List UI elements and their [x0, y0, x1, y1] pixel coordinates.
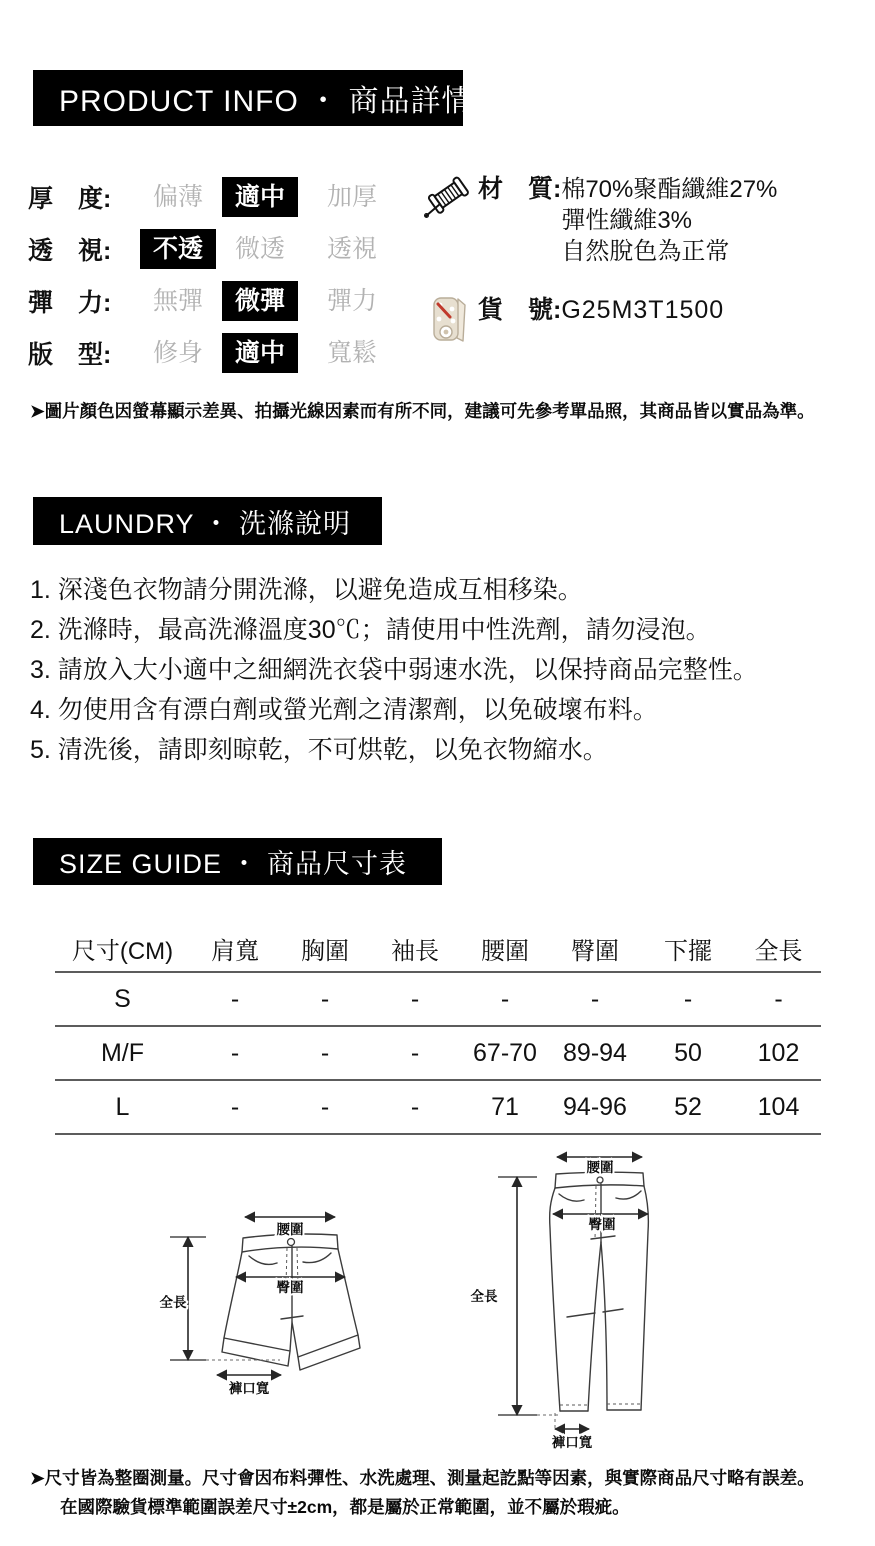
option-thick: 加厚 [326, 183, 377, 211]
fabric-roll-icon [420, 293, 478, 345]
cell: - [230, 1092, 240, 1121]
item-number-value: G25M3T1500 [561, 296, 725, 324]
cell: - [230, 984, 240, 1013]
cell: - [410, 1092, 420, 1121]
size-table-header-row [55, 925, 821, 973]
option-sheer: 透視 [326, 235, 377, 263]
laundry-banner-title: LAUNDRY ・ 洗滌說明 [59, 508, 352, 539]
attr-label-fit: 版 型: [28, 341, 112, 369]
material-row [420, 172, 870, 267]
cell: M/F [100, 1038, 145, 1067]
shorts-measure-diagram [140, 1190, 440, 1420]
pants-length-label: 全長 [470, 1289, 498, 1304]
cell: 102 [757, 1038, 800, 1067]
option-thin: 偏薄 [152, 183, 203, 211]
laundry-item: 2. 洗滌時，最高洗滌溫度30℃；請使用中性洗劑，請勿浸泡。 [30, 616, 711, 644]
cell: 67-70 [473, 1038, 537, 1067]
option-slim-fit: 修身 [152, 339, 203, 367]
cell: - [410, 1038, 420, 1067]
material-value [561, 172, 777, 267]
header-cell: 下擺 [664, 937, 712, 965]
cell: - [590, 984, 600, 1013]
cell: - [683, 984, 693, 1013]
size-row-l [55, 1081, 821, 1135]
attribute-list [28, 177, 396, 385]
item-number-row [420, 293, 870, 345]
pants-measure-diagram [455, 1140, 730, 1475]
option-slightly-sheer: 微透 [234, 235, 285, 263]
cell: - [774, 984, 783, 1013]
pants-hem-label: 褲口寬 [551, 1435, 593, 1450]
measure-disclaimer-line2: 在國際驗貨標準範圍誤差尺寸±2cm，都是屬於正常範圍，並不屬於瑕疵。 [60, 1497, 630, 1517]
cell: 71 [491, 1092, 519, 1121]
size-guide-banner-title: SIZE GUIDE ・ 商品尺寸表 [59, 849, 408, 879]
attr-label-sheerness: 透 視: [28, 237, 112, 265]
laundry-instruction-list [30, 570, 758, 770]
size-guide-banner [33, 838, 442, 885]
attr-row-sheerness [28, 229, 396, 269]
color-disclaimer-note: ➤圖片顏色因螢幕顯示差異、拍攝光線因素而有所不同，建議可先參考單品照，其商品皆以實品為準。 [30, 401, 815, 421]
laundry-item: 3. 請放入大小適中之細網洗衣袋中弱速水洗，以保持商品完整性。 [30, 656, 758, 684]
option-medium-thickness: 適中 [222, 177, 298, 217]
cell: 104 [757, 1092, 800, 1121]
header-cell: 胸圍 [301, 937, 349, 965]
header-cell: 尺寸(CM) [71, 937, 174, 965]
shorts-waist-label: 腰圍 [276, 1222, 304, 1237]
header-cell: 腰圍 [481, 937, 529, 965]
header-cell: 袖長 [391, 937, 439, 965]
header-cell: 肩寬 [211, 937, 259, 965]
cell: 52 [674, 1092, 702, 1121]
pants-hip-label: 臀圍 [588, 1217, 616, 1232]
shorts-hem-label: 褲口寬 [228, 1381, 270, 1396]
attr-label-thickness: 厚 度: [28, 185, 112, 213]
measure-disclaimer-line1: ➤尺寸皆為整圈測量。尺寸會因布料彈性、水洗處理、測量起訖點等因素，與實際商品尺寸略有誤差。 [30, 1468, 815, 1488]
option-no-stretch: 無彈 [152, 287, 203, 315]
header-cell: 臀圍 [571, 937, 619, 965]
material-line: 彈性纖維3% [561, 207, 693, 234]
size-table [55, 925, 821, 1135]
cell: L [115, 1092, 130, 1121]
item-number-label: 貨 號: [478, 296, 562, 324]
laundry-banner [33, 497, 382, 545]
header-cell: 全長 [754, 937, 803, 965]
shorts-length-label: 全長 [159, 1295, 187, 1310]
cell: - [410, 984, 420, 1013]
option-slight-stretch: 微彈 [222, 281, 298, 321]
option-stretchy: 彈力 [326, 287, 377, 315]
option-loose-fit: 寬鬆 [326, 339, 377, 367]
option-regular-fit: 適中 [222, 333, 298, 373]
cell: - [320, 1092, 330, 1121]
cell: - [230, 1038, 240, 1067]
product-info-banner [33, 70, 473, 126]
material-line: 自然脫色為正常 [561, 238, 730, 265]
attr-row-thickness [28, 177, 396, 217]
cell: S [114, 984, 131, 1013]
laundry-item: 5. 清洗後，請即刻晾乾，不可烘乾，以免衣物縮水。 [30, 736, 608, 764]
size-row-mf [55, 1027, 821, 1081]
shorts-hip-label: 臀圍 [276, 1280, 304, 1295]
material-block [420, 172, 870, 345]
product-info-banner-title: PRODUCT INFO ・ 商品詳情 [59, 85, 473, 118]
attr-row-stretch [28, 281, 396, 321]
size-row-s [55, 973, 821, 1027]
pants-waist-label: 腰圍 [586, 1160, 614, 1175]
cell: 94-96 [563, 1092, 627, 1121]
attr-row-fit [28, 333, 396, 373]
attr-label-stretch: 彈 力: [28, 289, 112, 317]
option-opaque: 不透 [140, 229, 216, 269]
cell: 89-94 [563, 1038, 627, 1067]
material-line: 棉70%聚酯纖維27% [561, 176, 778, 203]
laundry-item: 4. 勿使用含有漂白劑或螢光劑之清潔劑，以免破壞布料。 [30, 696, 658, 724]
cell: - [320, 984, 330, 1013]
cell: 50 [674, 1038, 702, 1067]
cell: - [320, 1038, 330, 1067]
laundry-item: 1. 深淺色衣物請分開洗滌，以避免造成互相移染。 [30, 576, 583, 604]
thread-spool-icon [420, 172, 478, 220]
cell: - [500, 984, 510, 1013]
material-label: 材 質: [478, 175, 562, 203]
